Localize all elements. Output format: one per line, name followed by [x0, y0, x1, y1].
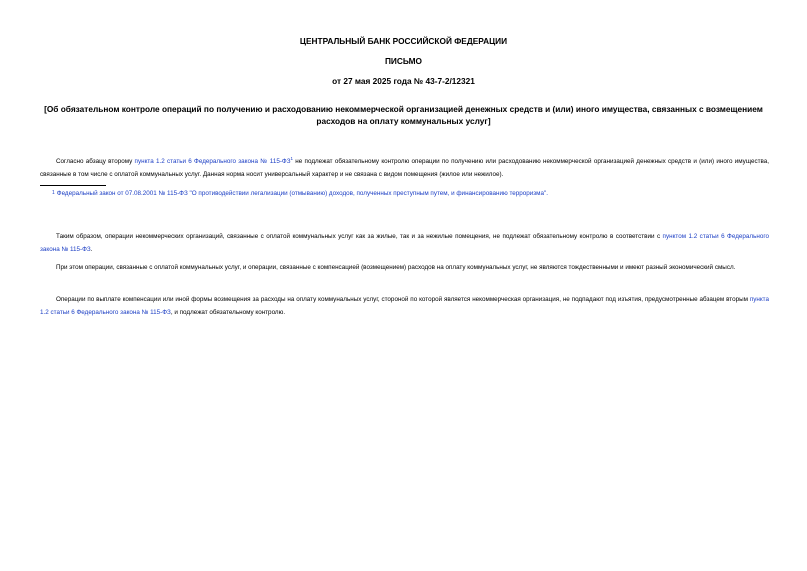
paragraph-1-text-b: не подлежат обязательному контролю операции по получению или расходованию некоммерческой организацией денежных средств и (или) иного имущества, связанные в том числе с оплатой коммунальных услуг. Данная норма носит универсальный характер и не связана с видом помещения (жилое или нежилое). — [40, 158, 770, 178]
paragraph-2 — [40, 231, 769, 256]
footnote-law-link[interactable]: Федеральный закон от 07.08.2001 № 115-ФЗ "О противодействии легализации (отмыванию) доходов, полученных преступным путем, и финансированию терроризма". — [56, 190, 548, 197]
footnote-mark: 1 — [52, 190, 55, 196]
document-type: ПИСЬМО — [384, 56, 423, 66]
paragraph-2-text-a: Таким образом, операции некоммерческих организаций, связанные с оплатой коммунальных услуг как за жилые, так и за нежилые помещения, не подлежат обязательному контролю в соответствии с — [56, 233, 663, 240]
footnote-1 — [52, 187, 752, 200]
footnote-ref-1[interactable]: 1 — [290, 156, 294, 161]
paragraph-4 — [40, 294, 769, 319]
law-link-2[interactable]: пунктом 1.2 статьи 6 Федерального закона № 115-ФЗ — [40, 233, 769, 253]
issuer-title: ЦЕНТРАЛЬНЫЙ БАНК РОССИЙСКОЙ ФЕДЕРАЦИИ — [299, 36, 508, 46]
document-date-number: от 27 мая 2025 года № 43-7-2/12321 — [332, 76, 475, 86]
paragraph-2-text-b: . — [90, 245, 93, 253]
law-link-3[interactable]: пункта 1.2 статьи 6 Федерального закона № 115-ФЗ — [40, 296, 769, 316]
paragraph-3: При этом операции, связанные с оплатой коммунальных услуг, и операции, связанные с компенсацией (возмещением) расходов на оплату коммунальных услуг, не являются тождественными и имеют разный экономический смысл. — [56, 264, 736, 271]
paragraph-4-text-a: Операции по выплате компенсации или иной формы возмещения за расходы на оплату коммунальных услуг, стороной по которой является некоммерческая организация, не подпадают под изъятия, предусмотренные абзацем вторым — [56, 296, 750, 303]
document-subject: [Об обязательном контроле операций по получению и расходованию некоммерческой организацией денежных средств и (или) иного имущества, связанных с возмещением расходов на оплату коммунальных услуг] — [44, 104, 763, 126]
paragraph-4-text-b: , и подлежат обязательному контролю. — [170, 308, 286, 316]
footnote-divider — [40, 185, 106, 186]
law-link-1[interactable]: пункта 1.2 статьи 6 Федерального закона № 115-ФЗ — [134, 158, 291, 166]
paragraph-1-text-a: Согласно абзацу второму — [56, 158, 135, 166]
paragraph-1 — [40, 153, 769, 181]
